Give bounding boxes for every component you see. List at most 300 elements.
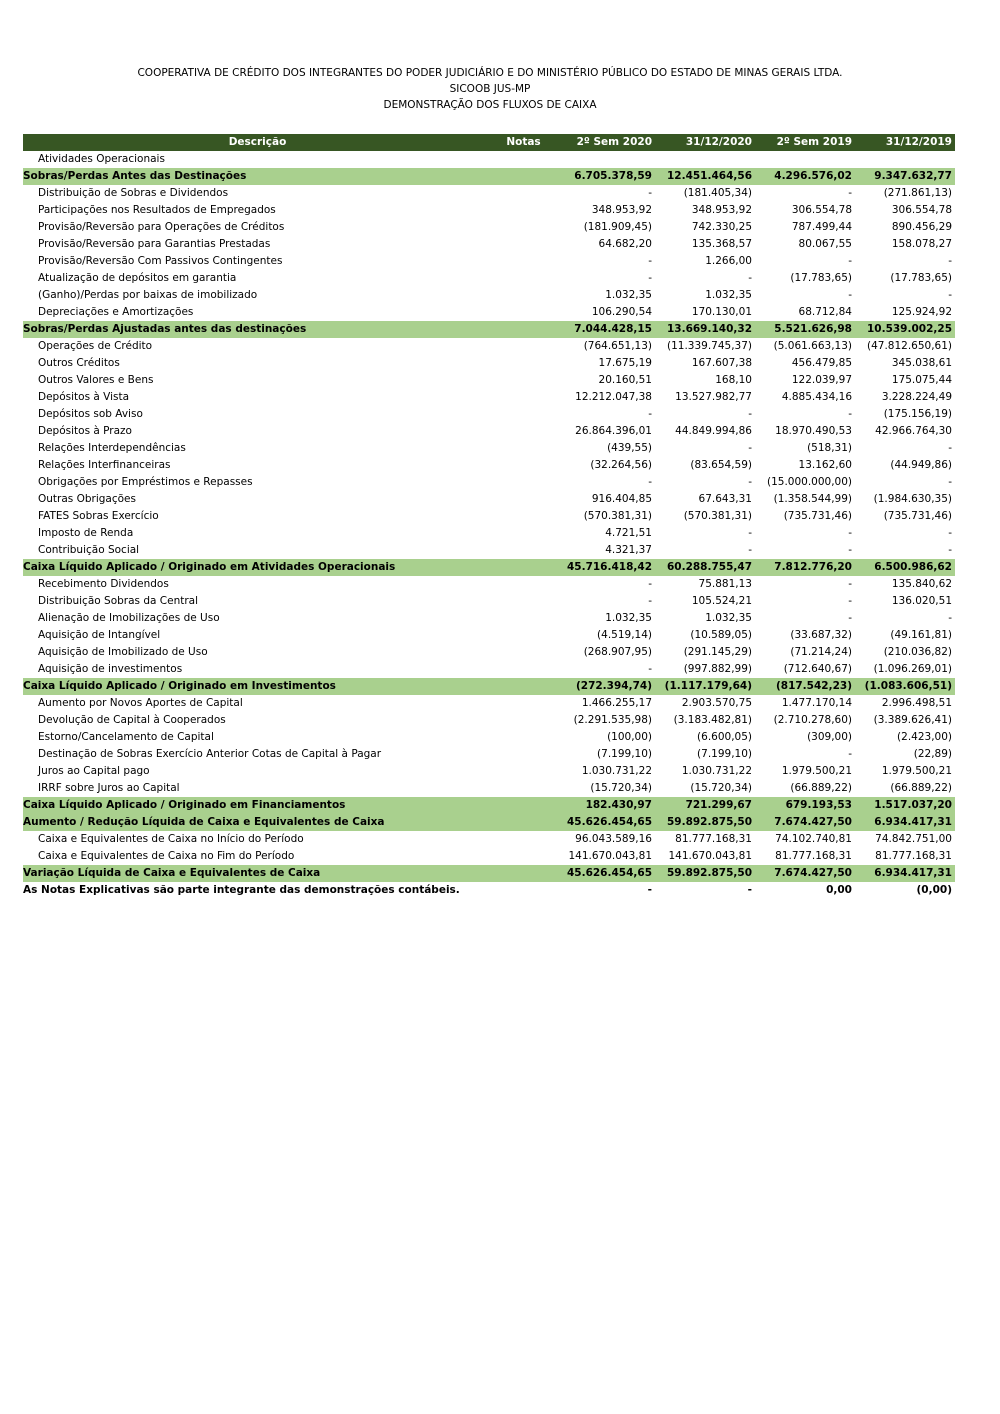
value-31-12-2019: (22,89) [913, 748, 952, 760]
table-row [23, 780, 955, 797]
column-header-2nd-sem-2019: 2º Sem 2019 [755, 134, 855, 151]
subtotal-row [23, 814, 955, 831]
subtotal-row [23, 797, 955, 814]
value-31-12-2020: (997.882,99) [683, 663, 752, 675]
value-2nd-sem-2019: 7.674.427,50 [755, 865, 855, 882]
row-label: Destinação de Sobras Exercício Anterior Cotas de Capital à Pagar [38, 748, 382, 760]
row-label: Caixa Líquido Aplicado / Originado em Investimentos [23, 678, 495, 695]
row-notes [495, 525, 555, 542]
value-31-12-2019: 345.038,61 [891, 357, 952, 369]
value-2nd-sem-2020: 4.321,37 [605, 544, 652, 556]
value-2nd-sem-2019: (518,31) [807, 442, 852, 454]
value-2nd-sem-2019: 4.296.576,02 [755, 168, 855, 185]
value-2nd-sem-2020: (268.907,95) [583, 646, 652, 658]
column-header-31-12-2019: 31/12/2019 [855, 134, 955, 151]
value-31-12-2020: 13.669.140,32 [655, 321, 755, 338]
table-row [23, 576, 955, 593]
value-2nd-sem-2020: (4.519,14) [597, 629, 652, 641]
row-notes [495, 797, 555, 814]
value-2nd-sem-2019: 7.812.776,20 [755, 559, 855, 576]
value-2nd-sem-2020: - [648, 595, 652, 607]
table-row [23, 729, 955, 746]
value-31-12-2020: 13.527.982,77 [675, 391, 752, 403]
table-row [23, 219, 955, 236]
table-row [23, 423, 955, 440]
value-31-12-2020: 44.849.994,86 [675, 425, 752, 437]
value-31-12-2019: 6.934.417,31 [855, 814, 955, 831]
table-row [23, 746, 955, 763]
value-2nd-sem-2020: - [648, 187, 652, 199]
value-31-12-2019: 125.924,92 [891, 306, 952, 318]
table-row [23, 848, 955, 865]
table-row [23, 389, 955, 406]
row-label: Aumento / Redução Líquida de Caixa e Equivalentes de Caixa [23, 814, 495, 831]
value-31-12-2019: 306.554,78 [891, 204, 952, 216]
row-label: Distribuição de Sobras e Dividendos [38, 187, 229, 199]
value-2nd-sem-2020: 96.043.589,16 [575, 833, 652, 845]
value-31-12-2019: - [948, 476, 952, 488]
value-31-12-2020 [655, 151, 755, 168]
value-2nd-sem-2020: 45.626.454,65 [555, 865, 655, 882]
value-2nd-sem-2020: 348.953,92 [591, 204, 652, 216]
value-2nd-sem-2019: - [848, 595, 852, 607]
row-notes [495, 151, 555, 168]
value-2nd-sem-2020: 1.032,35 [605, 612, 652, 624]
value-31-12-2020: (15.720,34) [690, 782, 752, 794]
table-row [23, 491, 955, 508]
value-31-12-2019: (3.389.626,41) [873, 714, 952, 726]
row-notes [495, 202, 555, 219]
row-notes [495, 253, 555, 270]
value-2nd-sem-2019: 18.970.490,53 [775, 425, 852, 437]
value-31-12-2019: (66.889,22) [890, 782, 952, 794]
value-2nd-sem-2020: (764.651,13) [583, 340, 652, 352]
table-row [23, 525, 955, 542]
value-2nd-sem-2019: 306.554,78 [791, 204, 852, 216]
value-2nd-sem-2020: 45.716.418,42 [555, 559, 655, 576]
value-31-12-2019: 175.075,44 [891, 374, 952, 386]
value-31-12-2019: 135.840,62 [891, 578, 952, 590]
value-31-12-2019: - [948, 255, 952, 267]
value-2nd-sem-2020: 106.290,54 [591, 306, 652, 318]
value-31-12-2019: (175.156,19) [883, 408, 952, 420]
value-2nd-sem-2020: 141.670.043,81 [568, 850, 652, 862]
value-31-12-2020: 141.670.043,81 [668, 850, 752, 862]
value-2nd-sem-2019: 13.162,60 [798, 459, 852, 471]
value-2nd-sem-2020: - [648, 578, 652, 590]
row-label: Caixa Líquido Aplicado / Originado em Financiamentos [23, 797, 495, 814]
table-row [23, 151, 955, 168]
value-31-12-2020: 12.451.464,56 [655, 168, 755, 185]
row-notes [495, 593, 555, 610]
row-label: Atualização de depósitos em garantia [38, 272, 237, 284]
value-2nd-sem-2019: - [848, 187, 852, 199]
value-31-12-2019: 136.020,51 [891, 595, 952, 607]
row-label: Outras Obrigações [38, 493, 136, 505]
row-label: Provisão/Reversão Com Passivos Contingentes [38, 255, 283, 267]
value-31-12-2020: - [748, 442, 752, 454]
subtotal-row [23, 321, 955, 338]
value-31-12-2020: 105.524,21 [691, 595, 752, 607]
row-notes [495, 338, 555, 355]
row-notes [495, 304, 555, 321]
table-row [23, 610, 955, 627]
row-label: Depósitos à Prazo [38, 425, 132, 437]
value-31-12-2020: 721.299,67 [655, 797, 755, 814]
row-notes [495, 491, 555, 508]
row-notes [495, 644, 555, 661]
table-row [23, 406, 955, 423]
value-2nd-sem-2020: 7.044.428,15 [555, 321, 655, 338]
table-row [23, 593, 955, 610]
footnote-row [23, 882, 955, 899]
row-label: Provisão/Reversão para Garantias Prestadas [38, 238, 271, 250]
table-row [23, 542, 955, 559]
value-31-12-2020: 167.607,38 [691, 357, 752, 369]
value-31-12-2019: - [948, 442, 952, 454]
value-31-12-2020: 60.288.755,47 [655, 559, 755, 576]
row-notes [495, 780, 555, 797]
table-row [23, 270, 955, 287]
value-2nd-sem-2019: 5.521.626,98 [755, 321, 855, 338]
value-31-12-2020: (7.199,10) [697, 748, 752, 760]
row-notes [495, 848, 555, 865]
value-31-12-2019: (271.861,13) [883, 187, 952, 199]
value-2nd-sem-2020: - [648, 408, 652, 420]
value-2nd-sem-2019: (66.889,22) [790, 782, 852, 794]
row-label: Sobras/Perdas Antes das Destinações [23, 168, 495, 185]
value-31-12-2019: (1.096.269,01) [873, 663, 952, 675]
value-2nd-sem-2020: - [648, 272, 652, 284]
row-label: (Ganho)/Perdas por baixas de imobilizado [38, 289, 258, 301]
value-31-12-2020: 81.777.168,31 [675, 833, 752, 845]
value-31-12-2020: 135.368,57 [691, 238, 752, 250]
value-2nd-sem-2020: (100,00) [607, 731, 652, 743]
row-label: Variação Líquida de Caixa e Equivalentes de Caixa [23, 865, 495, 882]
value-31-12-2019: 3.228.224,49 [881, 391, 952, 403]
row-notes [495, 508, 555, 525]
value-2nd-sem-2019: - [848, 578, 852, 590]
row-label: Depreciações e Amortizações [38, 306, 194, 318]
value-2nd-sem-2019: 1.477.170,14 [781, 697, 852, 709]
row-notes [495, 219, 555, 236]
row-label: Aquisição de Intangível [38, 629, 161, 641]
value-2nd-sem-2020: - [647, 884, 652, 896]
value-31-12-2019: (0,00) [916, 884, 952, 896]
row-notes [495, 236, 555, 253]
value-31-12-2020: 742.330,25 [691, 221, 752, 233]
row-label: Juros ao Capital pago [38, 765, 150, 777]
value-31-12-2020: 1.266,00 [705, 255, 752, 267]
row-label: Recebimento Dividendos [38, 578, 169, 590]
value-31-12-2020: - [748, 408, 752, 420]
value-2nd-sem-2020: 64.682,20 [598, 238, 652, 250]
row-notes [495, 321, 555, 338]
value-31-12-2019: (49.161,81) [890, 629, 952, 641]
row-notes [495, 627, 555, 644]
row-label: Devolução de Capital à Cooperados [38, 714, 226, 726]
value-31-12-2020: (83.654,59) [690, 459, 752, 471]
table-row [23, 304, 955, 321]
row-notes [495, 457, 555, 474]
value-31-12-2019: 6.934.417,31 [855, 865, 955, 882]
value-31-12-2019: (1.083.606,51) [855, 678, 955, 695]
value-31-12-2020: - [748, 272, 752, 284]
value-31-12-2019: 42.966.764,30 [875, 425, 952, 437]
row-notes [495, 270, 555, 287]
value-31-12-2019: (210.036,82) [883, 646, 952, 658]
row-label: Aumento por Novos Aportes de Capital [38, 697, 243, 709]
value-31-12-2020: 1.032,35 [705, 612, 752, 624]
table-row [23, 508, 955, 525]
value-2nd-sem-2019: 7.674.427,50 [755, 814, 855, 831]
table-row [23, 627, 955, 644]
value-31-12-2019: - [948, 544, 952, 556]
row-label: Aquisição de investimentos [38, 663, 183, 675]
value-2nd-sem-2019: 679.193,53 [755, 797, 855, 814]
value-2nd-sem-2019: (33.687,32) [790, 629, 852, 641]
value-2nd-sem-2019: - [848, 255, 852, 267]
subtotal-row [23, 678, 955, 695]
value-2nd-sem-2019: 787.499,44 [791, 221, 852, 233]
value-2nd-sem-2020: 17.675,19 [598, 357, 652, 369]
value-2nd-sem-2019: (1.358.544,99) [773, 493, 852, 505]
value-2nd-sem-2020: - [648, 476, 652, 488]
value-31-12-2020: 75.881,13 [698, 578, 752, 590]
value-2nd-sem-2019: - [848, 748, 852, 760]
value-2nd-sem-2019: 74.102.740,81 [775, 833, 852, 845]
value-31-12-2020: (10.589,05) [690, 629, 752, 641]
value-2nd-sem-2020: 1.466.255,17 [581, 697, 652, 709]
value-2nd-sem-2020: (2.291.535,98) [573, 714, 652, 726]
value-31-12-2020: (1.117.179,64) [655, 678, 755, 695]
value-2nd-sem-2019: 456.479,85 [791, 357, 852, 369]
row-notes [495, 678, 555, 695]
row-label: Estorno/Cancelamento de Capital [38, 731, 214, 743]
value-2nd-sem-2020: 916.404,85 [591, 493, 652, 505]
value-31-12-2019: - [948, 527, 952, 539]
row-notes [495, 882, 555, 899]
value-2nd-sem-2019: 81.777.168,31 [775, 850, 852, 862]
value-2nd-sem-2020: 4.721,51 [605, 527, 652, 539]
row-label: Depósitos sob Aviso [38, 408, 143, 420]
row-notes [495, 831, 555, 848]
value-31-12-2019: (47.812.650,61) [866, 340, 952, 352]
row-label: Contribuição Social [38, 544, 140, 556]
value-31-12-2020: 2.903.570,75 [681, 697, 752, 709]
row-label: Alienação de Imobilizações de Uso [38, 612, 220, 624]
row-label: FATES Sobras Exercício [38, 510, 159, 522]
value-2nd-sem-2020: 26.864.396,01 [575, 425, 652, 437]
value-2nd-sem-2019: (735.731,46) [783, 510, 852, 522]
value-2nd-sem-2019: - [848, 527, 852, 539]
value-31-12-2020: (3.183.482,81) [673, 714, 752, 726]
value-2nd-sem-2019: (2.710.278,60) [773, 714, 852, 726]
value-31-12-2020: (181.405,34) [683, 187, 752, 199]
row-label: Relações Interfinanceiras [38, 459, 171, 471]
table-row [23, 338, 955, 355]
row-notes [495, 814, 555, 831]
row-notes [495, 729, 555, 746]
table-row [23, 644, 955, 661]
value-31-12-2019: 6.500.986,62 [855, 559, 955, 576]
table-row [23, 712, 955, 729]
value-2nd-sem-2020: 1.032,35 [605, 289, 652, 301]
row-notes [495, 474, 555, 491]
row-notes [495, 406, 555, 423]
table-row [23, 355, 955, 372]
value-2nd-sem-2019: (817.542,23) [755, 678, 855, 695]
value-2nd-sem-2020: 6.705.378,59 [555, 168, 655, 185]
row-label: Depósitos à Vista [38, 391, 130, 403]
row-label: Operações de Crédito [38, 340, 153, 352]
value-31-12-2019: (735.731,46) [883, 510, 952, 522]
row-notes [495, 559, 555, 576]
table-row [23, 661, 955, 678]
value-2nd-sem-2019: 68.712,84 [798, 306, 852, 318]
subtotal-row [23, 865, 955, 882]
table-row [23, 287, 955, 304]
value-2nd-sem-2019: (71.214,24) [790, 646, 852, 658]
value-2nd-sem-2019: - [848, 544, 852, 556]
row-notes [495, 661, 555, 678]
value-2nd-sem-2020: (181.909,45) [583, 221, 652, 233]
value-2nd-sem-2019: (5.061.663,13) [773, 340, 852, 352]
row-label: Atividades Operacionais [38, 153, 165, 165]
value-31-12-2019: - [948, 289, 952, 301]
row-notes [495, 168, 555, 185]
statement-title: DEMONSTRAÇÃO DOS FLUXOS DE CAIXA [383, 99, 597, 111]
value-31-12-2020: - [748, 544, 752, 556]
row-label: Participações nos Resultados de Empregados [38, 204, 276, 216]
value-2nd-sem-2019: (309,00) [807, 731, 852, 743]
table-row [23, 185, 955, 202]
row-label: Provisão/Reversão para Operações de Créditos [38, 221, 285, 233]
table-row [23, 202, 955, 219]
value-2nd-sem-2020: 20.160,51 [598, 374, 652, 386]
value-2nd-sem-2020: 182.430,97 [555, 797, 655, 814]
row-notes [495, 746, 555, 763]
row-notes [495, 355, 555, 372]
value-2nd-sem-2020: (439,55) [607, 442, 652, 454]
value-2nd-sem-2019: 4.885.434,16 [781, 391, 852, 403]
row-notes [495, 185, 555, 202]
value-31-12-2019: (2.423,00) [897, 731, 952, 743]
value-31-12-2020: 59.892.875,50 [655, 865, 755, 882]
row-label: Aquisição de Imobilizado de Uso [38, 646, 208, 658]
value-31-12-2019: (44.949,86) [890, 459, 952, 471]
table-row [23, 457, 955, 474]
subtotal-row [23, 168, 955, 185]
cooperative-name: COOPERATIVA DE CRÉDITO DOS INTEGRANTES DO PODER JUDICIÁRIO E DO MINISTÉRIO PÚBLICO DO ESTADO DE MINAS GERAIS LTDA. [137, 67, 843, 79]
value-2nd-sem-2019: 0,00 [826, 884, 852, 896]
value-2nd-sem-2020: - [648, 663, 652, 675]
value-31-12-2019: - [948, 612, 952, 624]
value-2nd-sem-2019: 122.039,97 [791, 374, 852, 386]
value-31-12-2020: 170.130,01 [691, 306, 752, 318]
row-notes [495, 610, 555, 627]
value-2nd-sem-2020 [555, 151, 655, 168]
value-31-12-2020: (570.381,31) [683, 510, 752, 522]
value-2nd-sem-2020: 12.212.047,38 [575, 391, 652, 403]
value-31-12-2019: 2.996.498,51 [881, 697, 952, 709]
row-label: Imposto de Renda [38, 527, 134, 539]
value-2nd-sem-2020: (32.264,56) [590, 459, 652, 471]
value-31-12-2020: 168,10 [715, 374, 752, 386]
value-2nd-sem-2019: 1.979.500,21 [781, 765, 852, 777]
table-row [23, 474, 955, 491]
row-notes [495, 440, 555, 457]
row-notes [495, 712, 555, 729]
value-2nd-sem-2019: (15.000.000,00) [766, 476, 852, 488]
value-31-12-2019: 10.539.002,25 [855, 321, 955, 338]
table-row [23, 236, 955, 253]
row-notes [495, 423, 555, 440]
value-31-12-2019: 158.078,27 [891, 238, 952, 250]
table-row [23, 440, 955, 457]
row-notes [495, 287, 555, 304]
document-title-block [0, 65, 980, 113]
value-31-12-2020: 1.030.731,22 [681, 765, 752, 777]
value-31-12-2020: (6.600,05) [697, 731, 752, 743]
value-31-12-2020: - [748, 476, 752, 488]
value-31-12-2019: 1.517.037,20 [855, 797, 955, 814]
value-2nd-sem-2020: (272.394,74) [555, 678, 655, 695]
table-row [23, 695, 955, 712]
row-notes [495, 576, 555, 593]
value-2nd-sem-2019: - [848, 289, 852, 301]
row-label: Sobras/Perdas Ajustadas antes das destinações [23, 321, 495, 338]
value-31-12-2020: 1.032,35 [705, 289, 752, 301]
table-row [23, 372, 955, 389]
value-2nd-sem-2020: (7.199,10) [597, 748, 652, 760]
column-header-31-12-2020: 31/12/2020 [655, 134, 755, 151]
row-notes [495, 695, 555, 712]
row-notes [495, 542, 555, 559]
value-2nd-sem-2020: (570.381,31) [583, 510, 652, 522]
value-31-12-2020: - [747, 884, 752, 896]
column-header-description: Descrição [23, 134, 495, 151]
value-2nd-sem-2019: (17.783,65) [790, 272, 852, 284]
value-2nd-sem-2020: - [648, 255, 652, 267]
value-2nd-sem-2020: 45.626.454,65 [555, 814, 655, 831]
value-31-12-2019: 81.777.168,31 [875, 850, 952, 862]
value-31-12-2019 [855, 151, 955, 168]
row-notes [495, 763, 555, 780]
value-31-12-2020: 59.892.875,50 [655, 814, 755, 831]
row-label: Outros Valores e Bens [38, 374, 154, 386]
row-label: Relações Interdependências [38, 442, 186, 454]
row-label: Caixa e Equivalentes de Caixa no Início do Período [38, 833, 304, 845]
value-31-12-2019: 9.347.632,77 [855, 168, 955, 185]
value-2nd-sem-2019: - [848, 612, 852, 624]
row-notes [495, 865, 555, 882]
institution-name: SICOOB JUS-MP [449, 83, 531, 95]
value-31-12-2019: 74.842.751,00 [875, 833, 952, 845]
value-2nd-sem-2020: 1.030.731,22 [581, 765, 652, 777]
row-label: Distribuição Sobras da Central [38, 595, 199, 607]
value-31-12-2019: 1.979.500,21 [881, 765, 952, 777]
table-row [23, 831, 955, 848]
row-label: Obrigações por Empréstimos e Repasses [38, 476, 253, 488]
row-notes [495, 389, 555, 406]
row-label: As Notas Explicativas são parte integrante das demonstrações contábeis. [23, 884, 460, 896]
row-label: Caixa Líquido Aplicado / Originado em Atividades Operacionais [23, 559, 495, 576]
subtotal-row [23, 559, 955, 576]
row-label: IRRF sobre Juros ao Capital [38, 782, 180, 794]
value-31-12-2020: 348.953,92 [691, 204, 752, 216]
value-2nd-sem-2019: 80.067,55 [798, 238, 852, 250]
